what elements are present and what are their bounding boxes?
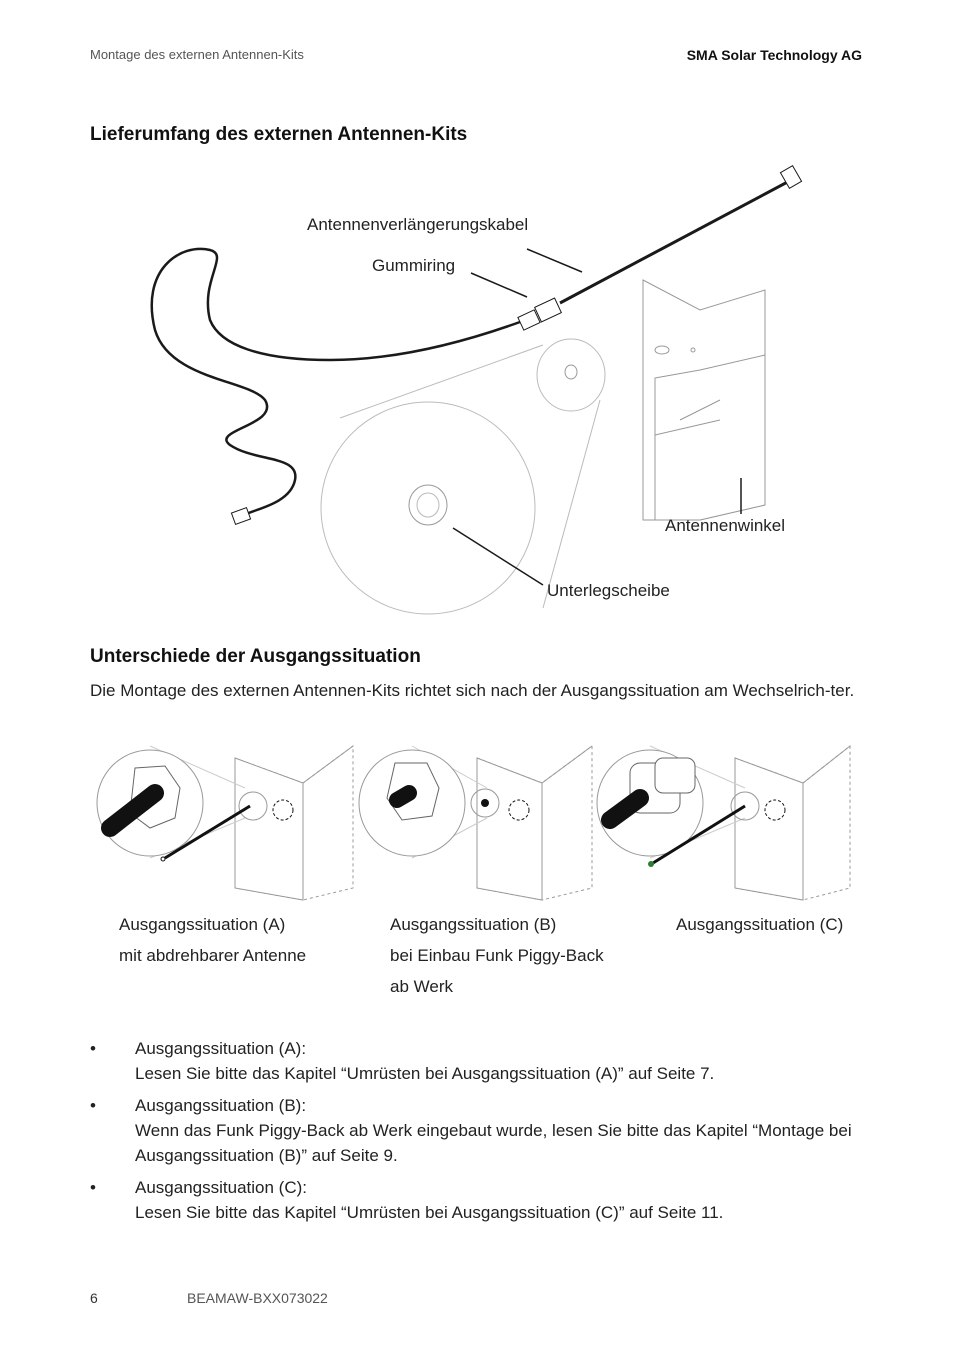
situation-a-figure xyxy=(95,738,360,908)
bullet-symbol: • xyxy=(90,1039,96,1058)
caption-situation-c xyxy=(676,909,843,940)
bracket-drawing xyxy=(643,280,765,520)
washer-drawing xyxy=(321,339,605,614)
bullet-item xyxy=(90,1036,870,1086)
situation-b-figure xyxy=(357,738,622,908)
bullet-symbol: • xyxy=(90,1096,96,1115)
antenna-kit-illustration xyxy=(0,0,954,640)
caption-situation-b xyxy=(390,909,604,1002)
situation-heading: Unterschiede der Ausgangssituation xyxy=(90,646,421,667)
label-washer: Unterlegscheibe xyxy=(547,581,670,600)
label-cable: Antennenverlängerungskabel xyxy=(307,215,529,234)
situation-c-figure xyxy=(595,738,860,908)
bullet-text: Wenn das Funk Piggy-Back ab Werk eingebaut wurde, lesen Sie bitte das Kapitel “Montage bei Ausgangssituation (B)” auf Seite 9. xyxy=(135,1121,852,1165)
bullet-title: Ausgangssituation (A): xyxy=(135,1039,307,1058)
running-header-company: SMA Solar Technology AG xyxy=(686,47,862,63)
caption-a-line2: mit abdrehbarer Antenne xyxy=(119,946,307,965)
running-header-section: Montage des externen Antennen-Kits xyxy=(90,47,304,62)
situation-intro: Die Montage des externen Antennen-Kits richtet sich nach der Ausgangssituation am Wechselrich-ter. xyxy=(90,681,855,700)
caption-a-line1: Ausgangssituation (A) xyxy=(119,915,286,934)
bullet-text: Lesen Sie bitte das Kapitel “Umrüsten bei Ausgangssituation (A)” auf Seite 7. xyxy=(135,1064,715,1083)
document-code: BEAMAW-BXX073022 xyxy=(187,1290,328,1306)
bullet-title: Ausgangssituation (C): xyxy=(135,1178,307,1197)
caption-b-line1: Ausgangssituation (B) xyxy=(390,915,557,934)
bullet-item xyxy=(90,1093,870,1168)
bullet-symbol: • xyxy=(90,1178,96,1197)
caption-b-line2: bei Einbau Funk Piggy-Back xyxy=(390,946,604,965)
caption-c-line1: Ausgangssituation (C) xyxy=(676,915,844,934)
bullet-item xyxy=(90,1175,870,1225)
situation-bullet-list xyxy=(90,1036,870,1232)
label-rubber-ring: Gummiring xyxy=(372,256,456,275)
caption-situation-a xyxy=(119,909,306,971)
caption-b-line3: ab Werk xyxy=(390,977,453,996)
bullet-title: Ausgangssituation (B): xyxy=(135,1096,307,1115)
kit-contents-heading: Lieferumfang des externen Antennen-Kits xyxy=(90,124,468,145)
label-bracket: Antennenwinkel xyxy=(665,516,786,535)
bullet-text: Lesen Sie bitte das Kapitel “Umrüsten bei Ausgangssituation (C)” auf Seite 11. xyxy=(135,1203,724,1222)
page-number: 6 xyxy=(90,1290,98,1306)
